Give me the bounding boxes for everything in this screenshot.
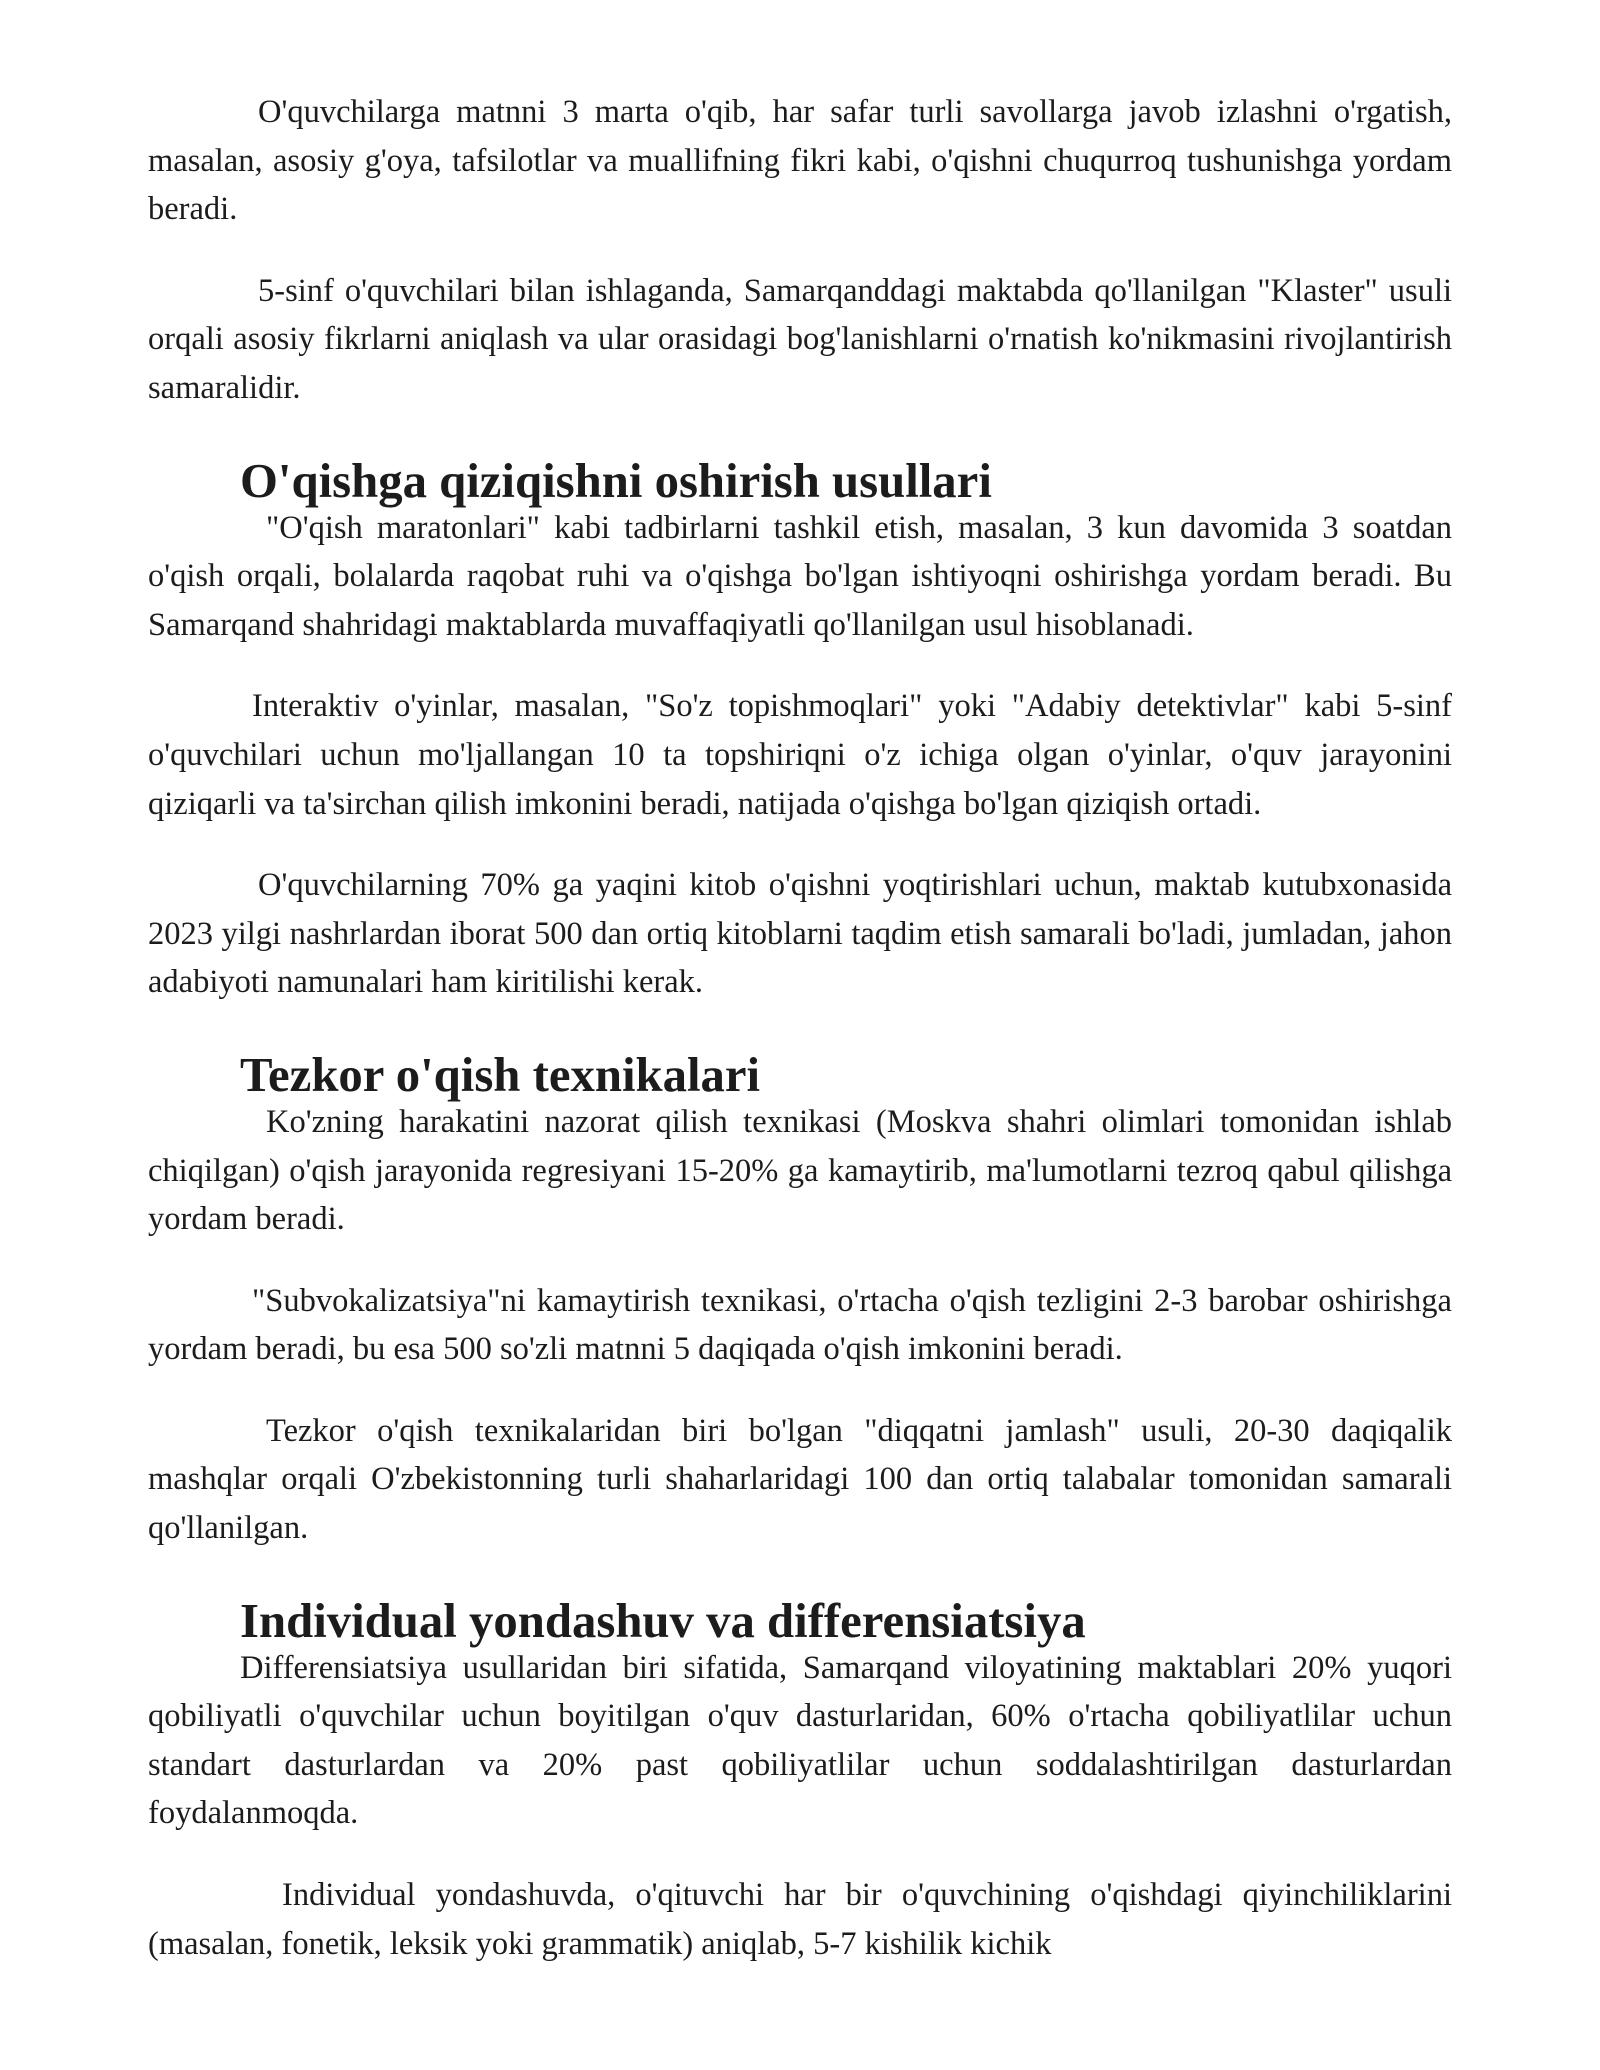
section-heading-individual-approach: Individual yondashuv va differensiatsiya — [240, 1593, 1086, 1648]
paragraph-2: 5-sinf o'quvchilari bilan ishlaganda, Samarqanddagi maktabda qo'llanilgan "Klaster" usuli orqali asosiy fikrlarni aniqlash va ular orasidagi bog'lanishlarni o'rnatish ko'nikmasini rivojlantirish samaralidir. — [148, 272, 1452, 406]
paragraph-4: Interaktiv o'yinlar, masalan, "So'z topishmoqlari" yoki "Adabiy detektivlar" kabi 5-sinf o'quvchilari uchun mo'ljallangan 10 ta topshiriqni o'z ichiga olgan o'yinlar, o'quv jarayonini qiziqarli va ta'sirchan qilish imkonini beradi, natijada o'qishga bo'lgan qiziqish ortadi. — [148, 688, 1452, 822]
paragraph-9: Differensiatsiya usullaridan biri sifatida, Samarqand viloyatining maktablari 20% yuqori qobiliyatli o'quvchilar uchun boyitilgan o'quv dasturlaridan, 60% o'rtacha qobiliyatlilar uchun standart dasturlardan va 20% past qobiliyatlilar uchun soddalashtirilgan dasturlardan foydalanmoqda. — [148, 1649, 1452, 1832]
paragraph-6: Ko'zning harakatini nazorat qilish texnikasi (Moskva shahri olimlari tomonidan ishlab chiqilgan) o'qish jarayonida regresiyani 15-20% ga kamaytirib, ma'lumotlarni tezroq qabul qilishga yordam beradi. — [148, 1103, 1452, 1238]
section-heading-speed-reading: Tezkor o'qish texnikalari — [240, 1047, 761, 1102]
paragraph-8: Tezkor o'qish texnikalaridan biri bo'lgan "diqqatni jamlash" usuli, 20-30 daqiqalik mashqlar orqali O'zbekistonning turli shaharlaridagi 100 dan ortiq talabalar tomonidan samarali qo'llanilgan. — [148, 1412, 1452, 1547]
document-page — [148, 88, 1452, 1968]
paragraph-5: O'quvchilarning 70% ga yaqini kitob o'qishni yoqtirishlari uchun, maktab kutubxonasida 2023 yilgi nashrlardan iborat 500 dan ortiq kitoblarni taqdim etish samarali bo'ladi, jumladan, jahon adabiyoti namunalari ham kiritilishi kerak. — [148, 867, 1452, 1001]
paragraph-1: O'quvchilarga matnni 3 marta o'qib, har safar turli savollarga javob izlashni o'rgatish, masalan, asosiy g'oya, tafsilotlar va muallifning fikri kabi, o'qishni chuqurroq tushunishga yordam beradi. — [148, 94, 1452, 228]
paragraph-3: "O'qish maratonlari" kabi tadbirlarni tashkil etish, masalan, 3 kun davomida 3 soatdan o'qish orqali, bolalarda raqobat ruhi va o'qishga bo'lgan ishtiyoqni oshirishga yordam beradi. Bu Samarqand shahridagi maktablarda muvaffaqiyatli qo'llanilgan usul hisoblanadi. — [148, 509, 1452, 643]
paragraph-10: Individual yondashuvda, o'qituvchi har bir o'quvchining o'qishdagi qiyinchiliklarini (masalan, fonetik, leksik yoki grammatik) aniqlab, 5-7 kishilik kichik — [148, 1877, 1452, 1962]
paragraph-7: "Subvokalizatsiya"ni kamaytirish texnikasi, o'rtacha o'qish tezligini 2-3 barobar oshirishga yordam beradi, bu esa 500 so'zli matnni 5 daqiqada o'qish imkonini beradi. — [148, 1282, 1452, 1368]
section-heading-reading-interest: O'qishga qiziqishni oshirish usullari — [240, 453, 992, 508]
